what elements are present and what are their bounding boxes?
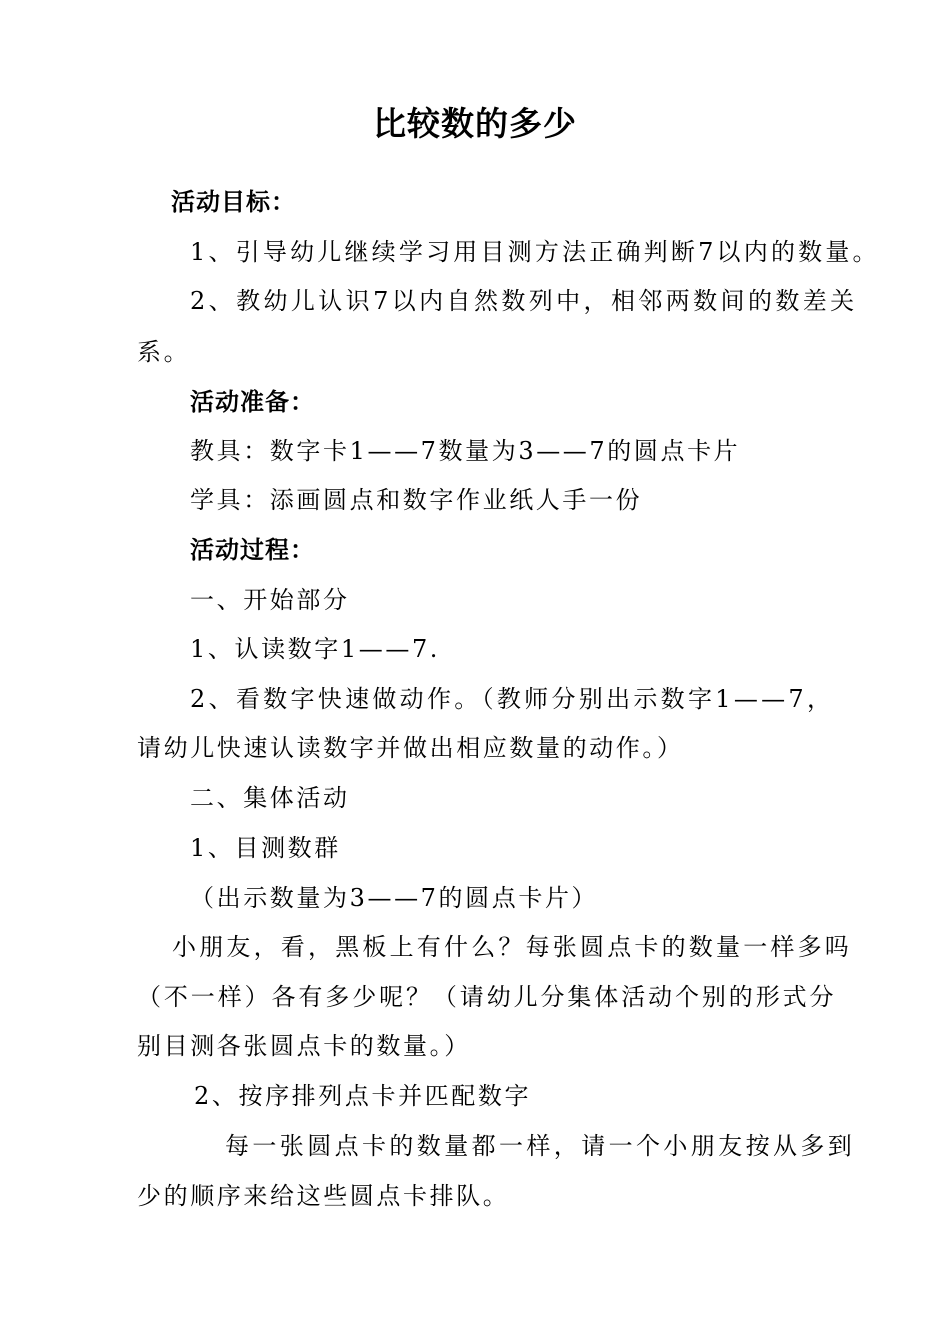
part-1-step-2-line-1: 2、看数字快速做动作。（教师分别出示数字1——7， <box>190 685 835 713</box>
goals-heading: 活动目标： <box>171 188 296 216</box>
prep-teacher-tools: 教具：数字卡1——7数量为3——7的圆点卡片 <box>190 437 741 465</box>
part-2-paragraph-line-3: 别目测各张圆点卡的数量。） <box>137 1032 471 1060</box>
goal-2-line-2: 系。 <box>137 338 191 366</box>
part-2-step-2-paragraph-line-2: 少的顺序来给这些圆点卡排队。 <box>137 1182 510 1210</box>
part-2-heading: 二、集体活动 <box>190 784 350 812</box>
part-2-step-2: 2、按序排列点卡并匹配数字 <box>194 1082 532 1110</box>
prep-student-tools: 学具：添画圆点和数字作业纸人手一份 <box>190 486 643 514</box>
part-2-paragraph-line-2: （不一样）各有多少呢？（请幼儿分集体活动个别的形式分 <box>137 983 837 1011</box>
goal-2-line-1: 2、教幼儿认识7以内自然数列中，相邻两数间的数差关 <box>190 287 858 315</box>
part-1-step-1: 1、认读数字1——7. <box>190 635 441 663</box>
document-title: 比较数的多少 <box>373 104 577 143</box>
part-1-heading: 一、开始部分 <box>190 586 350 614</box>
part-2-step-1: 1、目测数群 <box>190 834 341 862</box>
part-2-step-1-note: （出示数量为3——7的圆点卡片） <box>190 884 599 912</box>
prep-heading: 活动准备： <box>190 388 315 416</box>
part-2-paragraph-line-1: 小朋友，看，黑板上有什么？每张圆点卡的数量一样多吗 <box>172 933 852 961</box>
goal-1: 1、引导幼儿继续学习用目测方法正确判断7以内的数量。 <box>190 238 880 266</box>
process-heading: 活动过程： <box>190 536 315 564</box>
part-2-step-2-paragraph-line-1: 每一张圆点卡的数量都一样，请一个小朋友按从多到 <box>225 1132 856 1160</box>
part-1-step-2-line-2: 请幼儿快速认读数字并做出相应数量的动作。） <box>137 734 684 762</box>
